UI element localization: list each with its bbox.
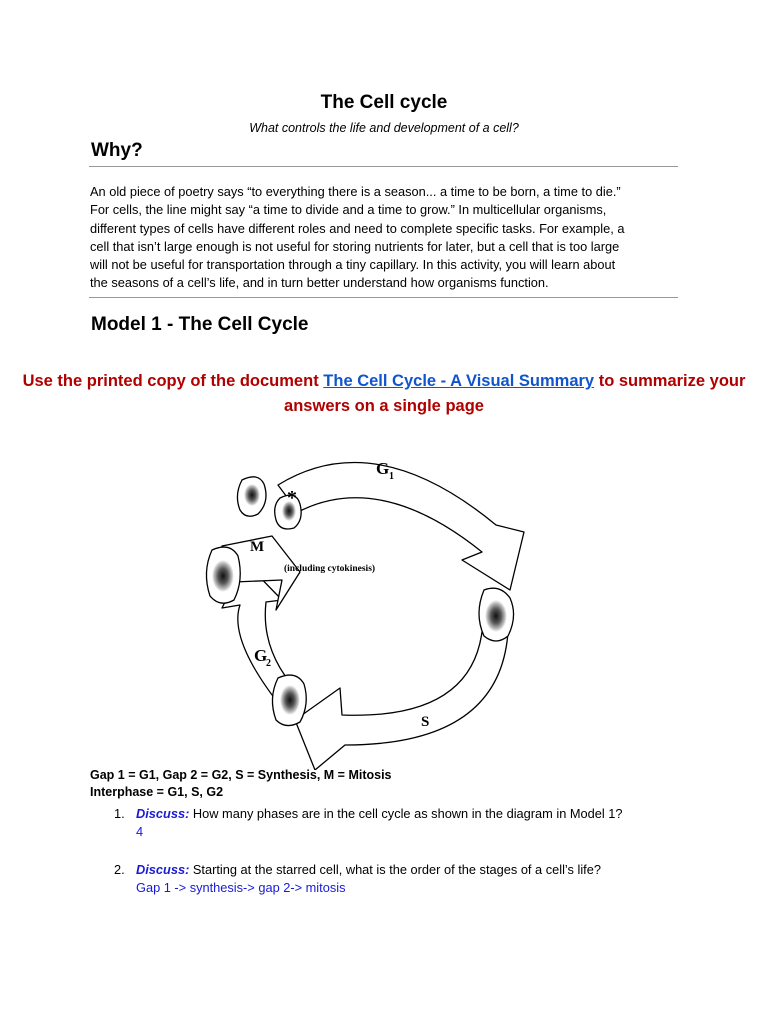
g2-subscript: 2 [266, 658, 271, 669]
s-label: S [421, 714, 430, 730]
question-answer: 4 [136, 824, 144, 839]
why-line: will not be useful for transportation through a tiny capillary. In this activity, you will learn about [90, 257, 616, 273]
question-number: 1. [114, 806, 125, 821]
question-number: 2. [114, 862, 125, 877]
why-line: An old piece of poetry says “to everything there is a season... a time to be born, a time to die.” [90, 184, 621, 199]
discuss-keyword: Discuss: [136, 806, 190, 821]
question-answer: Gap 1 -> synthesis-> gap 2-> mitosis [136, 880, 346, 895]
model-heading: Model 1 - The Cell Cycle [91, 314, 309, 335]
model-instruction [0, 369, 768, 419]
definition-line: Interphase = G1, S, G2 [90, 785, 224, 799]
page-subtitle: What controls the life and development of a cell? [249, 121, 519, 135]
m-label: M [250, 539, 265, 555]
why-line: the seasons of a cell’s life, and in turn better understand how organisms function. [90, 275, 549, 291]
g1-subscript: 1 [389, 471, 394, 482]
instruction-suffix: to summarize your answers on a single page [284, 372, 746, 415]
why-rule-top [89, 166, 678, 167]
g2-label: G [254, 646, 268, 665]
s-arrow [295, 632, 508, 770]
cell-s-g2 [272, 675, 306, 725]
g1-label: G [376, 459, 390, 478]
page-title: The Cell cycle [320, 92, 448, 113]
visual-summary-link[interactable]: The Cell Cycle - A Visual Summary [323, 372, 595, 390]
definition-line: Gap 1 = G1, Gap 2 = G2, S = Synthesis, M = Mitosis [90, 768, 392, 782]
why-line: cell that isn’t large enough is not useful for storing nutrients for later, but a cell that is too large [90, 238, 620, 254]
why-rule-bottom [89, 297, 678, 298]
cell-cycle-diagram [200, 440, 540, 770]
phase-definitions [90, 767, 392, 801]
why-paragraph [90, 183, 680, 293]
cytokinesis-note: (including cytokinesis) [284, 564, 376, 574]
cell-g1-late [479, 588, 514, 641]
star-marker: * [287, 487, 297, 509]
why-line: For cells, the line might say “a time to divide and a time to grow.” In multicellular organisms, [90, 202, 607, 218]
question-text: Starting at the starred cell, what is the order of the stages of a cell’s life? [189, 862, 601, 877]
discuss-keyword: Discuss: [136, 862, 190, 877]
cell-mitosis [206, 547, 240, 603]
why-line: different types of cells have different roles and need to complete specific tasks. For example, a [90, 220, 625, 236]
instruction-prefix: Use the printed copy of the document [22, 372, 324, 390]
cell-g1-early [237, 477, 266, 516]
why-heading: Why? [91, 140, 143, 161]
question-text: How many phases are in the cell cycle as shown in the diagram in Model 1? [189, 806, 623, 821]
